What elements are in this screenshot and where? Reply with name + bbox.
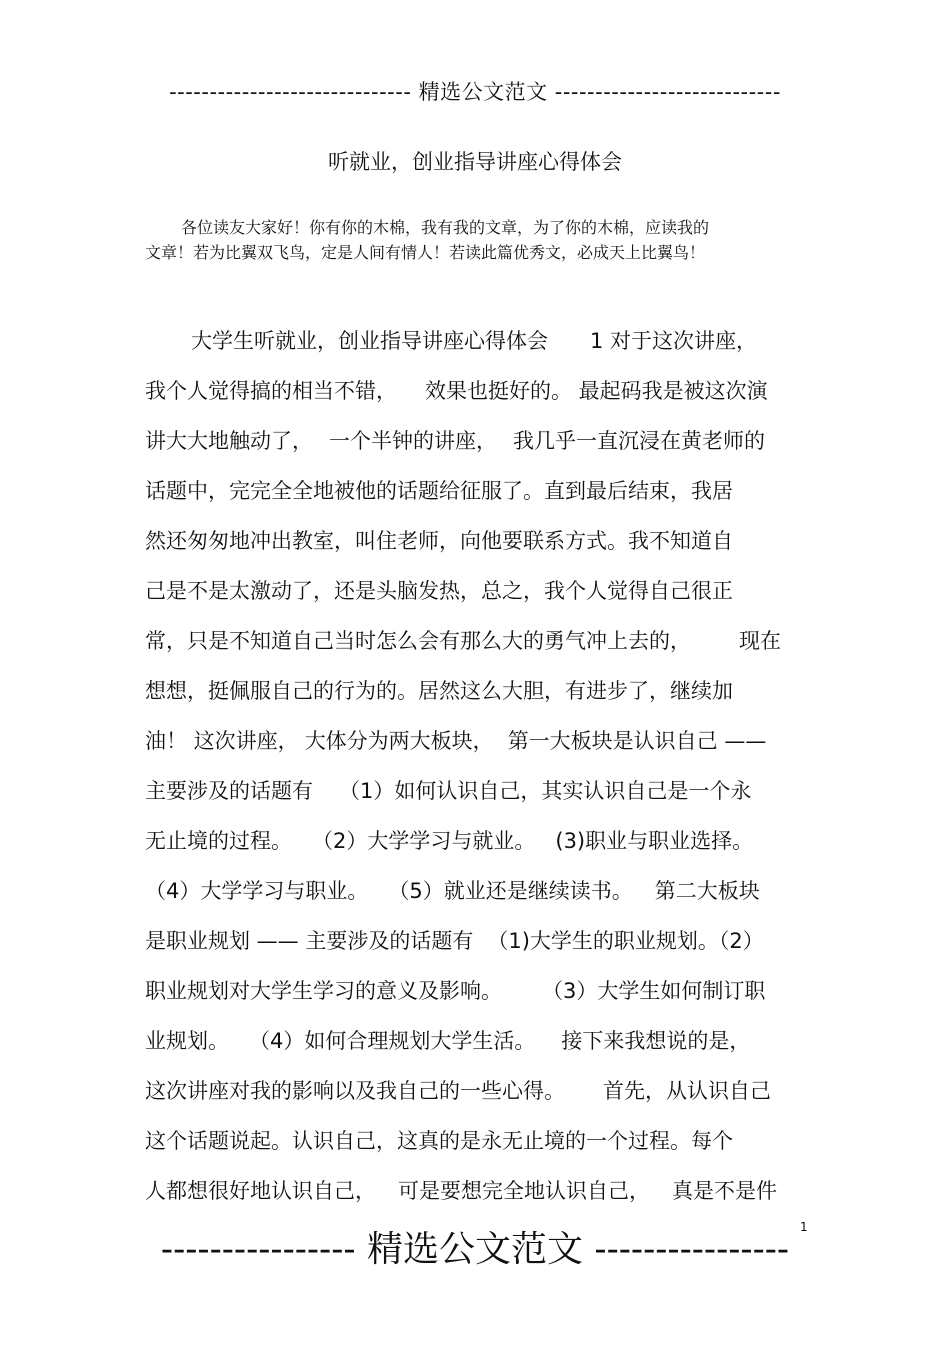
body-line-15: 业规划。 （4）如何合理规划大学生活。 接下来我想说的是， [145, 1029, 751, 1053]
page-header: ------------------------------ 精选公文范文 ---------------------------- [169, 80, 781, 104]
body-line-10: 主要涉及的话题有 （1）如何认识自己，其实认识自己是一个永 [145, 779, 752, 803]
body-line-4: 话题中，完完全全地被他的话题给征服了。直到最后结束，我居 [145, 479, 733, 503]
body-line-5: 然还匆匆地冲出教室，叫住老师，向他要联系方式。我不知道自 [145, 529, 733, 553]
page-number: 1 [800, 1220, 808, 1234]
body-line-3: 讲大大地触动了， 一个半钟的讲座， 我几乎一直沉浸在黄老师的 [145, 429, 765, 453]
document-title: 听就业，创业指导讲座心得体会 [328, 150, 622, 174]
intro-line-1: 各位读友大家好！你有你的木棉，我有我的文章，为了你的木棉，应读我的 [181, 218, 710, 237]
body-line-18: 人都想很好地认识自己， 可是要想完全地认识自己， 真是不是件 [145, 1179, 777, 1203]
page-footer: ---------------- 精选公文范文 ---------------- [160, 1229, 790, 1270]
body-line-17: 这个话题说起。认识自己，这真的是永无止境的一个过程。每个 [145, 1129, 733, 1153]
body-line-7: 常，只是不知道自己当时怎么会有那么大的勇气冲上去的， 现在 [145, 629, 781, 653]
body-line-12: （4）大学学习与职业。 （5）就业还是继续读书。 第二大板块 [145, 879, 760, 903]
body-line-11: 无止境的过程。 （2）大学学习与就业。 (3)职业与职业选择。 [145, 829, 754, 853]
body-line-13: 是职业规划 —— 主要涉及的话题有 （1)大学生的职业规划。（2） [145, 929, 764, 953]
body-line-2: 我个人觉得搞的相当不错， 效果也挺好的。 最起码我是被这次演 [145, 379, 768, 403]
body-line-14: 职业规划对大学生学习的意义及影响。 （3）大学生如何制订职 [145, 979, 766, 1003]
intro-line-2: 文章！若为比翼双飞鸟，定是人间有情人！若读此篇优秀文，必成天上比翼鸟！ [145, 243, 706, 262]
body-line-9: 油！ 这次讲座， 大体分为两大板块， 第一大板块是认识自己 —— [145, 729, 767, 753]
body-line-1: 大学生听就业，创业指导讲座心得体会 1 对于这次讲座， [191, 329, 758, 353]
body-line-6: 己是不是太激动了，还是头脑发热，总之，我个人觉得自己很正 [145, 579, 733, 603]
body-line-8: 想想，挺佩服自己的行为的。居然这么大胆，有进步了，继续加 [145, 679, 733, 703]
body-line-16: 这次讲座对我的影响以及我自己的一些心得。 首先，从认识自己 [145, 1079, 771, 1103]
